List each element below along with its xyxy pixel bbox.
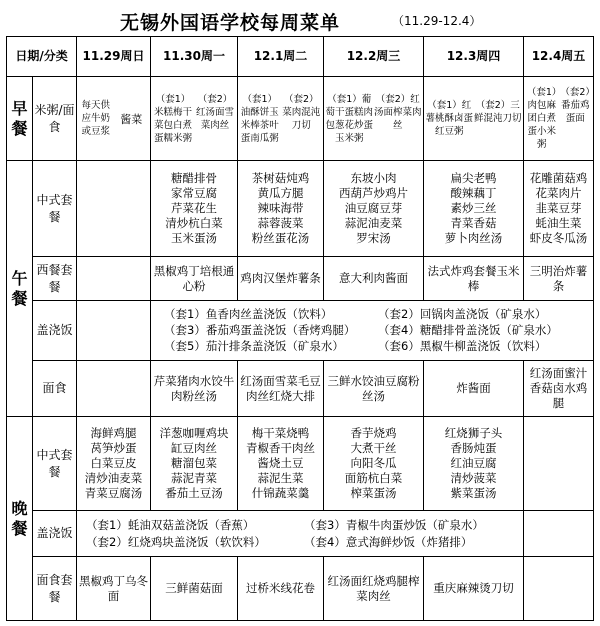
lunch-chinese-category: 中式套餐 (33, 161, 77, 257)
dish: 花雕菌菇鸡 (529, 171, 588, 185)
lunch-chinese-thursday (424, 161, 524, 257)
dish: 青菜豆腐汤 (84, 486, 143, 500)
breakfast-thursday (424, 77, 524, 161)
dinner-noodle-tuesday: 过桥米线花卷 (238, 557, 324, 621)
lunch-noodle-row (7, 361, 594, 417)
breakfast-tue-set2: （套2）菜肉混沌刀切 (282, 93, 321, 131)
dish: 番茄土豆汤 (165, 486, 223, 500)
dish: 蒜泥油麦菜 (344, 216, 403, 230)
dish: 缸豆肉丝 (171, 441, 218, 455)
dish: 香肠炖蛋 (450, 441, 497, 455)
dish: 酱烧土豆 (257, 456, 304, 470)
lunch-chinese-sunday (77, 161, 151, 257)
dinner-noodle-sunday: 黑椒鸡丁乌冬面 (77, 557, 151, 621)
rice-set: （套2）回锅肉盖浇饭（矿泉水） (378, 307, 547, 321)
dish: 玉米蛋汤 (171, 231, 218, 245)
dinner-chinese-wednesday (324, 417, 424, 511)
menu-title: 无锡外国语学校每周菜单 (120, 12, 341, 34)
dish: 什锦蔬菜羹 (251, 486, 310, 500)
lunch-noodle-monday: 芹菜猪肉水饺牛肉粉丝汤 (151, 361, 238, 417)
dinner-noodle-monday: 三鲜菌菇面 (151, 557, 238, 621)
dish: 白菜豆皮 (90, 456, 137, 470)
dinner-noodle-friday (524, 557, 594, 621)
lunch-western-row (7, 257, 594, 301)
day-header: 12.1周二 (238, 37, 324, 77)
dinner-chinese-sunday (77, 417, 151, 511)
rice-set: （套6）黑椒牛柳盖浇饭（饮料） (378, 339, 547, 353)
lunch-rice-category: 盖浇饭 (33, 301, 77, 361)
dish: 酸辣藕丁 (450, 186, 497, 200)
lunch-rice-sunday (77, 301, 151, 361)
weekly-menu-table (6, 36, 594, 621)
day-header: 12.3周四 (424, 37, 524, 77)
meal-label-breakfast: 早餐 (7, 77, 33, 161)
breakfast-tue-set1: （套1）油酥饼玉米棒茶叶蛋南瓜粥 (240, 93, 279, 144)
breakfast-wed-set2: （套2）红汤面榨菜肉丝 (374, 93, 422, 131)
dinner-rice-friday (524, 511, 594, 557)
breakfast-sun-pickles: 酱菜 (120, 113, 143, 126)
dinner-chinese-thursday (424, 417, 524, 511)
dish: 海鲜鸡腿 (90, 426, 137, 440)
rice-set: （套4）糖醋排骨盖浇饭（矿泉水） (378, 323, 558, 337)
dish: 大煮干丝 (350, 441, 397, 455)
breakfast-sun-milk: 每天供应牛奶或豆浆 (81, 100, 111, 137)
breakfast-tuesday (238, 77, 324, 161)
breakfast-fri-set2: （套2）番茄鸡蛋面 (560, 87, 591, 124)
lunch-western-category: 西餐套餐 (33, 257, 77, 301)
rice-set: （套5）茄汁排条盖浇饭（矿泉水） (164, 339, 344, 353)
breakfast-wednesday (324, 77, 424, 161)
dish: 清炒菠菜 (450, 471, 497, 485)
dish: 糖醋排骨 (171, 171, 218, 185)
dish: 青菜香菇 (450, 216, 497, 230)
date-range: （11.29-12.4） (392, 14, 482, 28)
dish: 萝卜肉丝汤 (444, 231, 503, 245)
dish: 东坡小肉 (350, 171, 397, 185)
meal-label-dinner: 晚餐 (7, 417, 33, 621)
dish: 榨菜蛋汤 (350, 486, 397, 500)
dish: 韭菜豆芽 (535, 201, 582, 215)
dinner-rice-row (7, 511, 594, 557)
dish: 家常豆腐 (171, 186, 218, 200)
rice-set: （套2）红烧鸡块盖浇饭（软饮料） (86, 534, 266, 549)
rice-set: （套3）青椒牛肉蛋炒饭（矿泉水） (304, 517, 484, 532)
dish: 蒜泥青菜 (171, 471, 218, 485)
corner-cell: 日期/分类 (7, 37, 77, 77)
dish: 花菜肉片 (535, 186, 582, 200)
dish: 芹菜花生 (171, 201, 218, 215)
dish: 黄瓜方腿 (257, 186, 304, 200)
header-row (7, 37, 594, 77)
dish: 清炒油麦菜 (84, 471, 143, 485)
dish: 辣味海带 (257, 201, 304, 215)
breakfast-friday (524, 77, 594, 161)
dish: 清炒杭白菜 (165, 216, 223, 230)
breakfast-mon-set1: （套1）米糕梅干菜包白煮蛋糯米粥 (154, 93, 193, 144)
day-header: 11.29周日 (77, 37, 151, 77)
breakfast-wed-set1: （套1）葡萄干蛋糕肉包葱花炒蛋玉米粥 (325, 93, 374, 144)
meal-label-lunch: 午餐 (7, 161, 33, 417)
dinner-noodle-wednesday: 红汤面红烧鸡腿榨菜肉丝 (324, 557, 424, 621)
dish: 青椒香干肉丝 (246, 441, 316, 455)
lunch-noodle-thursday: 炸酱面 (424, 361, 524, 417)
breakfast-sunday (77, 77, 151, 161)
dinner-noodle-row (7, 557, 594, 621)
dish: 糖溜包菜 (171, 456, 218, 470)
lunch-rice-sets (151, 301, 594, 361)
breakfast-mon-set2: （套2）红汤面雪菜肉丝 (196, 93, 235, 131)
breakfast-row (7, 77, 594, 161)
dish: 虾皮冬瓜汤 (529, 231, 588, 245)
breakfast-category: 米粥/面食 (33, 77, 77, 161)
lunch-chinese-wednesday (324, 161, 424, 257)
dish: 茶树菇炖鸡 (251, 171, 310, 185)
breakfast-fri-set1: （套1）肉包麻团白煮蛋小米粥 (526, 87, 557, 150)
lunch-noodle-tuesday: 红汤面雪菜毛豆肉丝红烧大排 (238, 361, 324, 417)
dish: 粉丝蛋花汤 (251, 231, 310, 245)
dish: 面筋杭白菜 (344, 471, 403, 485)
rice-set: （套4）意式海鲜炒饭（炸猪排） (304, 534, 473, 549)
dish: 紫菜蛋汤 (450, 486, 497, 500)
dish: 蚝油生菜 (535, 216, 582, 230)
dinner-rice-category: 盖浇饭 (33, 511, 77, 557)
lunch-western-tuesday: 鸡肉汉堡炸薯条 (238, 257, 324, 301)
dish: 红烧狮子头 (444, 426, 503, 440)
dish: 西葫芦炒鸡片 (339, 186, 409, 200)
day-header: 12.2周三 (324, 37, 424, 77)
day-header: 12.4周五 (524, 37, 594, 77)
lunch-noodle-friday: 红汤面蜜汁香菇卤水鸡腿 (524, 361, 594, 417)
lunch-noodle-wednesday: 三鲜水饺油豆腐粉丝汤 (324, 361, 424, 417)
lunch-western-thursday: 法式炸鸡套餐玉米棒 (424, 257, 524, 301)
dinner-chinese-tuesday (238, 417, 324, 511)
lunch-rice-row (7, 301, 594, 361)
breakfast-thu-set1: （套1）红薯桃酥卤蛋红豆粥 (425, 100, 474, 137)
rice-set: （套1）蚝油双菇盖浇饭（香蕉） (86, 517, 255, 532)
rice-set: （套1）鱼香肉丝盖浇饭（饮料） (164, 307, 333, 321)
lunch-noodle-category: 面食 (33, 361, 77, 417)
lunch-noodle-sunday (77, 361, 151, 417)
dish: 洋葱咖喱鸡块 (159, 426, 229, 440)
dinner-noodle-category: 面食套餐 (33, 557, 77, 621)
dinner-chinese-category: 中式套餐 (33, 417, 77, 511)
dish: 梅干菜烧鸭 (251, 426, 310, 440)
dish: 向阳冬瓜 (350, 456, 397, 470)
dinner-chinese-row (7, 417, 594, 511)
dinner-chinese-monday (151, 417, 238, 511)
dish: 香芋烧鸡 (350, 426, 397, 440)
lunch-western-friday: 三明治炸薯条 (524, 257, 594, 301)
lunch-chinese-monday (151, 161, 238, 257)
dish: 扁尖老鸭 (450, 171, 497, 185)
breakfast-monday (151, 77, 238, 161)
lunch-western-monday: 黑椒鸡丁培根通心粉 (151, 257, 238, 301)
dish: 红油豆腐 (450, 456, 497, 470)
dish: 罗宋汤 (356, 231, 391, 245)
dish: 油豆腐豆芽 (344, 201, 403, 215)
dinner-chinese-friday (524, 417, 594, 511)
dish: 蒜泥生菜 (257, 471, 304, 485)
dish: 素炒三丝 (450, 201, 497, 215)
rice-set: （套3）番茄鸡蛋盖浇饭（香烤鸡腿） (164, 323, 356, 337)
lunch-western-sunday (77, 257, 151, 301)
breakfast-thu-set2: （套2）三鲜混沌刀切 (474, 100, 522, 124)
dish: 莴笋炒蛋 (90, 441, 137, 455)
lunch-chinese-friday (524, 161, 594, 257)
lunch-chinese-row (7, 161, 594, 257)
dinner-noodle-thursday: 重庆麻辣烫刀切 (424, 557, 524, 621)
dish: 蒜蓉菠菜 (257, 216, 304, 230)
dinner-rice-sets (77, 511, 524, 557)
day-header: 11.30周一 (151, 37, 238, 77)
lunch-western-wednesday: 意大利肉酱面 (324, 257, 424, 301)
title-row (0, 0, 600, 38)
lunch-chinese-tuesday (238, 161, 324, 257)
